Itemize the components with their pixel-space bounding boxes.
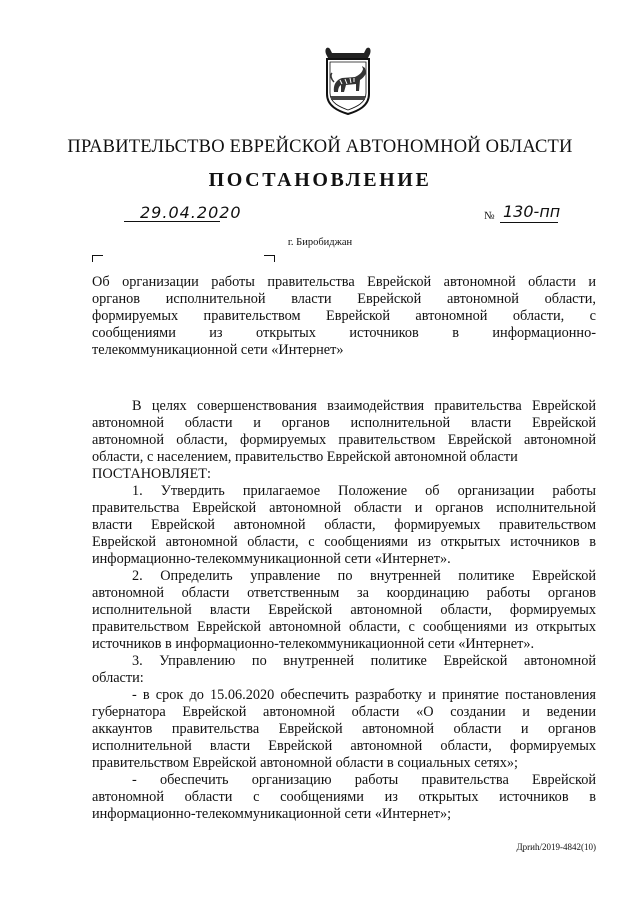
subject-line: сообщениями из открытых источников в информационно- [92, 325, 596, 341]
body-line: губернатора Еврейской автономной области «О создании и ведении [92, 704, 596, 720]
body-line: автономной области с сообщениями из открытых источников в [92, 789, 596, 805]
body-line: 1. Утвердить прилагаемое Положение об организации работы [132, 483, 596, 499]
body-line: 2. Определить управление по внутренней политике Еврейской [132, 568, 596, 584]
number-underline [500, 222, 558, 223]
date-underline [124, 221, 220, 222]
document-date: 29.04.2020 [140, 203, 242, 222]
body-line: В целях совершенствования взаимодействия правительства Еврейской [132, 398, 596, 414]
body-line: автономной области ответственным за координацию работы органов [92, 585, 596, 601]
body-line: автономной области, формируемых правительством Еврейской автономной [92, 432, 596, 448]
subject-line: формируемых правительством Еврейской автономной области, с [92, 308, 596, 324]
body-line: Еврейской автономной области, с сообщениями из открытых источников в [92, 534, 596, 550]
body-line: правительства Еврейской автономной области и органов исполнительной [92, 500, 596, 516]
coat-of-arms-icon [318, 44, 378, 116]
body-line: - в срок до 15.06.2020 обеспечить разработку и принятие постановления [132, 687, 596, 703]
body-line: аккаунтов правительства Еврейской автономной области и органов [92, 721, 596, 737]
body-line: области: [92, 670, 144, 686]
subject-line: Об организации работы правительства Еврейской автономной области и [92, 274, 596, 290]
body-line: автономной области и органов исполнительной власти Еврейской [92, 415, 596, 431]
subject-bracket-right [264, 255, 275, 262]
document-subject [92, 274, 596, 359]
body-line: исполнительной власти Еврейской автономной области, формируемых [92, 738, 596, 754]
subject-line: телекоммуникационной сети «Интернет» [92, 342, 344, 358]
body-line: исполнительной власти Еврейской автономной области, формируемых [92, 602, 596, 618]
body-line: правительством Еврейской автономной области в социальных сетях»; [92, 755, 519, 771]
document-type: ПОСТАНОВЛЕНИЕ [208, 169, 432, 191]
document-code: Дprиh/2019-4842(10) [516, 842, 596, 852]
number-prefix: № [484, 210, 495, 222]
document-body [92, 398, 596, 823]
document-number: 130-пп [503, 202, 561, 221]
subject-line: органов исполнительной власти Еврейской автономной области, [92, 291, 596, 307]
government-title: ПРАВИТЕЛЬСТВО ЕВРЕЙСКОЙ АВТОНОМНОЙ ОБЛАСТИ [67, 137, 573, 157]
body-line: - обеспечить организацию работы правительства Еврейской [132, 772, 596, 788]
body-line: власти Еврейской автономной области, формируемых правительством [92, 517, 596, 533]
body-line: ПОСТАНОВЛЯЕТ: [92, 466, 212, 482]
body-line: 3. Управлению по внутренней политике Еврейской автономной [132, 653, 596, 669]
body-line: информационно-телекоммуникационной сети «Интернет». [92, 551, 451, 567]
body-line: области, с населением, правительство Еврейской автономной области [92, 449, 518, 465]
city-name: г. Биробиджан [287, 237, 353, 248]
subject-bracket-left [92, 255, 103, 262]
body-line: источников в информационно-телекоммуникационной сети «Интернет». [92, 636, 535, 652]
body-line: информационно-телекоммуникационной сети «Интернет»; [92, 806, 452, 822]
body-line: правительством Еврейской автономной области, с сообщениями из открытых [92, 619, 596, 635]
